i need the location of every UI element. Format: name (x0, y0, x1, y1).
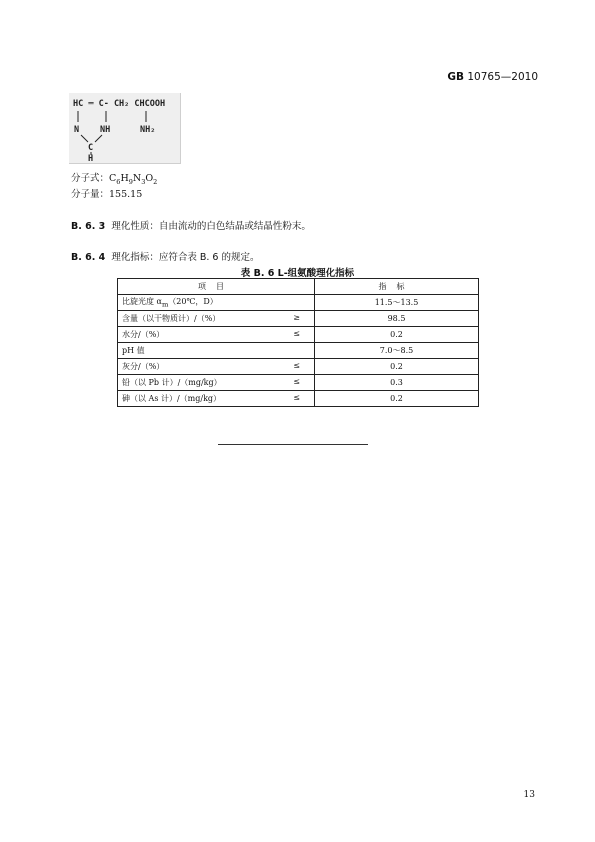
standard-code (447, 71, 538, 83)
item-cell: 砷（以 As 计）/（mg/kg） ≤ (118, 391, 315, 407)
specification-table (117, 278, 479, 407)
formula-n: N (74, 125, 80, 135)
formula-nh2: NH₂ (140, 125, 156, 135)
value-cell: 0.2 (315, 359, 479, 375)
table-row (118, 295, 479, 311)
table-row (118, 375, 479, 391)
value-cell: 98.5 (315, 311, 479, 327)
value-cell: 0.2 (315, 391, 479, 407)
bond-nh-c (95, 135, 102, 142)
section-b64 (71, 249, 260, 263)
value-cell: 7.0～8.5 (315, 343, 479, 359)
section-number: B. 6. 4 (71, 252, 106, 263)
structural-formula (69, 93, 181, 164)
section-text: 理化指标：应符合表 B. 6 的规定。 (111, 252, 260, 263)
column-header-value: 指标 (315, 279, 479, 295)
structural-formula-drawing (69, 93, 180, 163)
formula-h: H (88, 154, 94, 163)
molecular-formula: 分子式：$C_6H_9N_3O_2$ (71, 173, 158, 186)
item-cell: 含量（以干物质计）/（%） ≥ (118, 311, 315, 327)
item-cell: pH 值 (118, 343, 315, 359)
end-rule (218, 444, 368, 445)
value-cell: 0.3 (315, 375, 479, 391)
standard-prefix: GB (447, 71, 465, 83)
table-row (118, 311, 479, 327)
section-b63 (71, 218, 311, 232)
item-cell: 铅（以 Pb 计）/（mg/kg） ≤ (118, 375, 315, 391)
section-number: B. 6. 3 (71, 221, 106, 232)
table-row (118, 391, 479, 407)
item-cell: 比旋光度 $\alpha_m(20℃$，D） (118, 295, 315, 311)
item-cell: 水分/（%） ≤ (118, 327, 315, 343)
table-title: 表 B. 6 L-组氨酸理化指标 (240, 268, 355, 279)
table-header-row (118, 279, 479, 295)
column-header-item: 项目 (118, 279, 315, 295)
molecular-weight: 分子量：155.15 (71, 189, 143, 200)
table-row (118, 343, 479, 359)
formula-c: C (88, 143, 94, 153)
value-cell: 11.5～13.5 (315, 295, 479, 311)
table-row (118, 359, 479, 375)
section-text: 理化性质：自由流动的白色结晶或结晶性粉末。 (111, 221, 311, 232)
standard-number: 10765—2010 (467, 71, 538, 83)
item-cell: 灰分/（%） ≤ (118, 359, 315, 375)
bond-n-c (81, 135, 88, 142)
page-number: 13 (523, 790, 535, 800)
formula-nh: NH (100, 125, 111, 135)
formula-row-main: HC ═ C- CH₂ CHCOOH (73, 99, 166, 109)
value-cell: 0.2 (315, 327, 479, 343)
table-row (118, 327, 479, 343)
